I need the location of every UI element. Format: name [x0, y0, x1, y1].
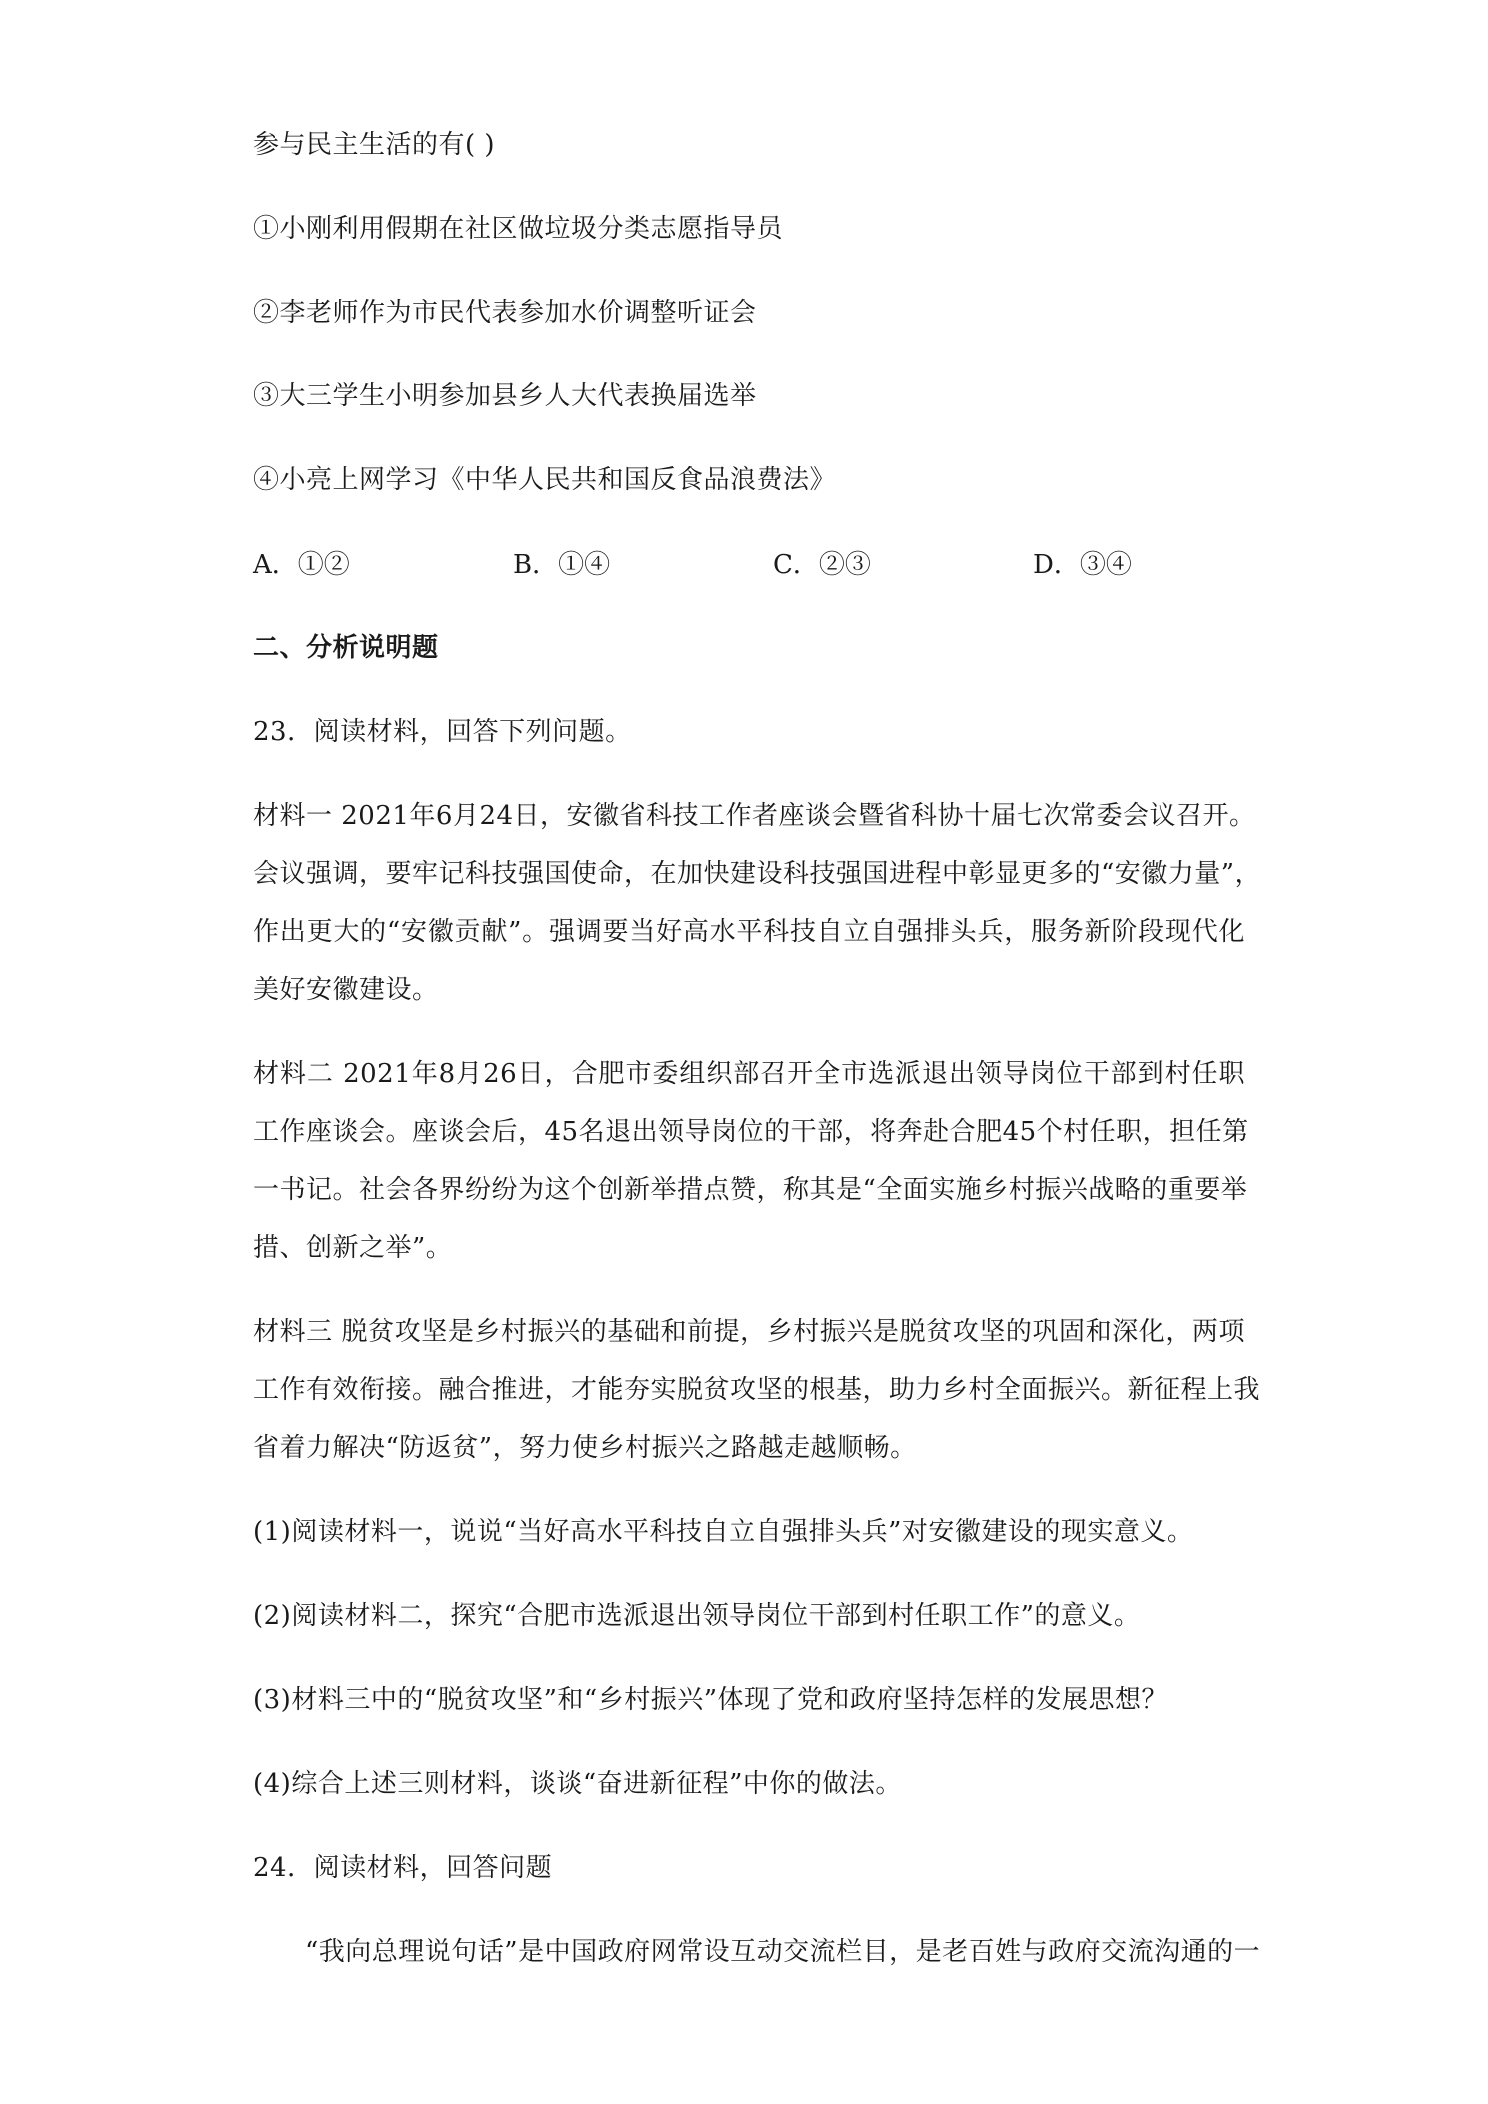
q23-material2-line1: 材料二 2021年8月26日，合肥市委组织部召开全市选派退出领导岗位干部到村任职 [253, 1059, 1245, 1089]
q22-stem-end: 参与民主生活的有( ) [253, 130, 496, 160]
q23-question-3: (3)材料三中的“脱贫攻坚”和“乡村振兴”体现了党和政府坚持怎样的发展思想？ [253, 1685, 1168, 1715]
q23-question-2: (2)阅读材料二，探究“合肥市选派退出领导岗位干部到村任职工作”的意义。 [253, 1601, 1141, 1631]
q23-material1-line1: 材料一 2021年6月24日，安徽省科技工作者座谈会暨省科协十届七次常委会议召开。 [253, 801, 1256, 831]
q23-material3-line3: 省着力解决“防返贫”，努力使乡村振兴之路越走越顺畅。 [253, 1433, 917, 1463]
q23-material1-line3: 作出更大的“安徽贡献”。强调要当好高水平科技自立自强排头兵，服务新阶段现代化 [253, 917, 1245, 947]
q22-statement-1: ①小刚利用假期在社区做垃圾分类志愿指导员 [253, 214, 784, 244]
q22-statement-3: ③大三学生小明参加县乡人大代表换届选举 [253, 381, 757, 411]
q22-option-c: C．②③ [773, 550, 871, 580]
q22-statement-2: ②李老师作为市民代表参加水价调整听证会 [253, 298, 757, 328]
q23-material1-line2: 会议强调，要牢记科技强国使命，在加快建设科技强国进程中彰显更多的“安徽力量”， [253, 859, 1262, 889]
q23-material3-line1: 材料三 脱贫攻坚是乡村振兴的基础和前提，乡村振兴是脱贫攻坚的巩固和深化，两项 [253, 1317, 1245, 1347]
q24-prompt: 24．阅读材料，回答问题 [253, 1853, 553, 1883]
q22-statement-4: ④小亮上网学习《中华人民共和国反食品浪费法》 [253, 465, 837, 495]
q23-material2-line4: 措、创新之举”。 [253, 1233, 453, 1263]
q23-question-1: (1)阅读材料一，说说“当好高水平科技自立自强排头兵”对安徽建设的现实意义。 [253, 1517, 1194, 1547]
q23-material2-line2: 工作座谈会。座谈会后，45名退出领导岗位的干部，将奔赴合肥45个村任职，担任第 [253, 1117, 1249, 1147]
q22-option-b: B．①④ [513, 550, 611, 580]
q23-material3-line2: 工作有效衔接。融合推进，才能夯实脱贫攻坚的根基，助力乡村全面振兴。新征程上我 [253, 1375, 1261, 1405]
q23-material1-line4: 美好安徽建设。 [253, 975, 439, 1005]
q22-option-d: D．③④ [1033, 550, 1132, 580]
q24-material-start: “我向总理说句话”是中国政府网常设互动交流栏目，是老百姓与政府交流沟通的一 [305, 1937, 1261, 1967]
q22-option-a: A．①② [253, 550, 350, 580]
section-title: 二、分析说明题 [253, 633, 439, 663]
q23-prompt: 23．阅读材料，回答下列问题。 [253, 717, 632, 747]
q23-question-4: (4)综合上述三则材料，谈谈“奋进新征程”中你的做法。 [253, 1769, 902, 1799]
q23-material2-line3: 一书记。社会各界纷纷为这个创新举措点赞，称其是“全面实施乡村振兴战略的重要举 [253, 1175, 1248, 1205]
